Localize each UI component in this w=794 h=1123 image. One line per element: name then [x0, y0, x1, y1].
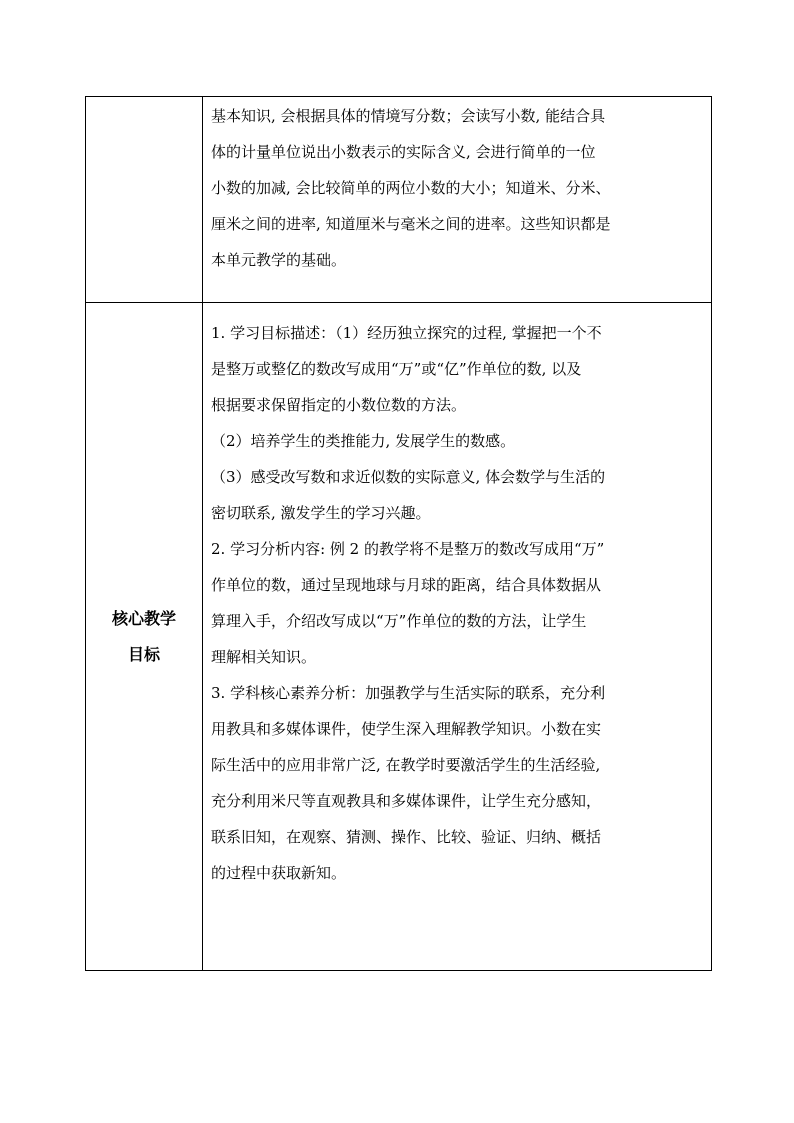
row-label-cell: [86, 97, 203, 303]
prior-knowledge-text: 基本知识, 会根据具体的情境写分数；会读写小数, 能结合具 体的计量单位说出小数表示的实际含义, 会进行简单的一位 小数的加减, 会比较简单的两位小数的大小；知道米、分米、 厘米之间的进率, 知道厘米与毫米之间的进率。这些知识都是 本单元教学的基础。: [211, 107, 611, 269]
core-objectives-label: 核心教学 目标: [111, 608, 176, 664]
learning-goals-item-3: （3）感受改写数和求近似数的实际意义, 体会数学与生活的 密切联系, 激发学生的学习兴趣。: [211, 468, 606, 522]
content-analysis-paragraph: 2. 学习分析内容: 例 2 的教学将不是整万的数改写成用“万” 作单位的数，通过呈现地球与月球的距离，结合具体数据从 算理入手，介绍改写成以“万”作单位的数的方法，让学生 理解相关知识。: [211, 540, 605, 666]
learning-goals-item-2: （2）培养学生的类推能力, 发展学生的数感。: [211, 432, 516, 450]
row-content-cell: [203, 97, 712, 303]
row-label-cell: [86, 303, 203, 971]
row-content-cell: [203, 303, 712, 971]
core-literacy-paragraph: 3. 学科核心素养分析：加强教学与生活实际的联系，充分利 用教具和多媒体课件，使学生深入理解教学知识。小数在实 际生活中的应用非常广泛, 在教学时要激活学生的生活经验, 充分利用米尺等直观教具和多媒体课件，让学生充分感知， 联系旧知，在观察、猜测、操作、比较、验证、归纳、概括 的过程中获取新知。: [211, 684, 606, 882]
table-row-core-objectives: [86, 303, 712, 971]
table-row-prior-knowledge: [86, 97, 712, 303]
learning-goals-paragraph: 1. 学习目标描述：（1）经历独立探究的过程, 掌握把一个不 是整万或整亿的数改写成用“万”或“亿”作单位的数, 以及 根据要求保留指定的小数位数的方法。: [211, 324, 602, 414]
lesson-plan-table: [85, 96, 712, 971]
